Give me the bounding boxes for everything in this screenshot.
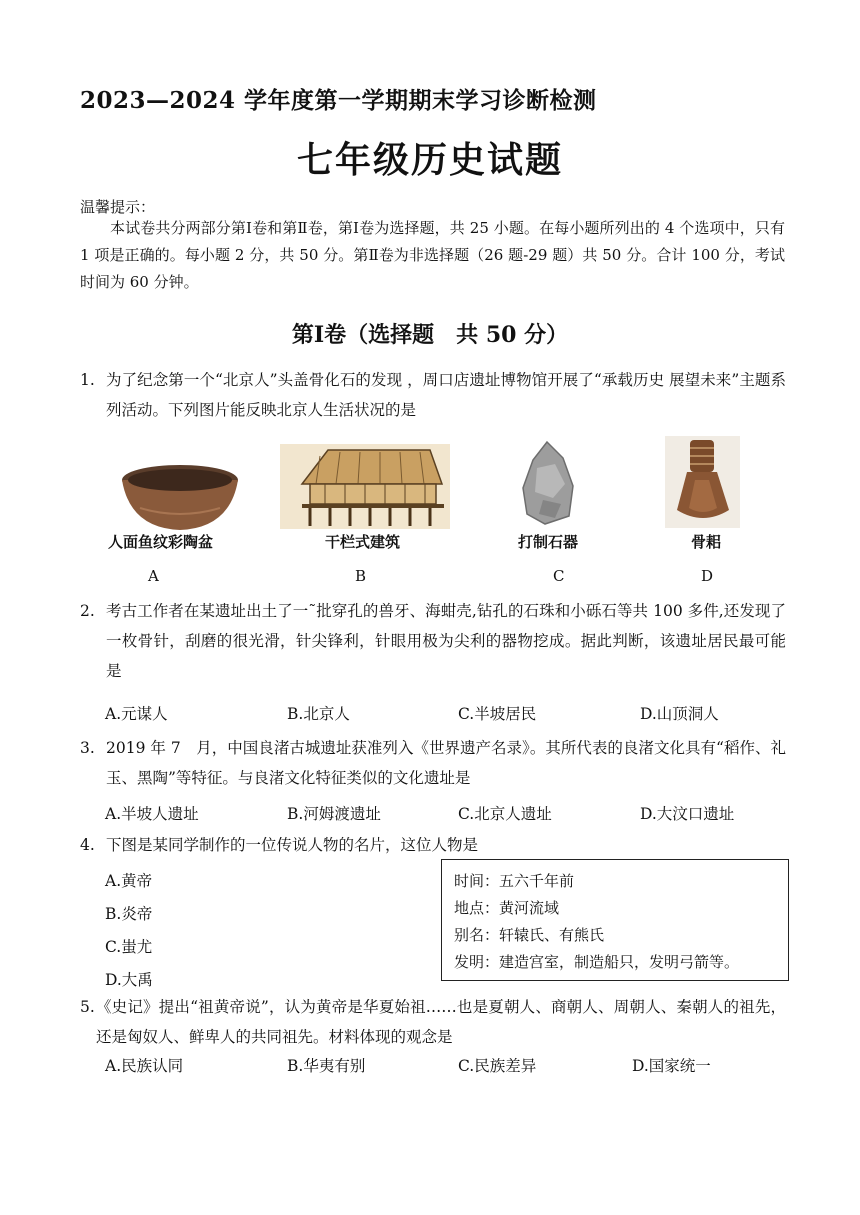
pottery-bowl-image [110,458,250,538]
question-text: 《史记》提出“祖黄帝说”，认为黄帝是华夏始祖……也是夏朝人、商朝人、周朝人、秦朝人的祖先，还是匈奴人、鲜卑人的共同祖先。材料体现的观念是 [96,998,786,1046]
name-card [441,859,789,981]
figure-caption-a: 人面鱼纹彩陶盆 [108,533,214,551]
figure-letter-a: A [148,567,159,585]
q5-option-b[interactable]: B.华夷有别 [287,1057,366,1075]
question-2 [0,596,860,692]
figure-letter-c: C [553,567,565,585]
section-title: 第Ⅰ卷（选择题 共 50 分） [291,322,569,348]
question-3 [0,733,860,797]
stilt-house-image [280,444,450,529]
q4-option-b[interactable]: B.炎帝 [105,905,153,923]
q1-figures [100,436,800,596]
q2-option-b[interactable]: B.北京人 [287,705,350,723]
q3-option-b[interactable]: B.河姆渡遗址 [287,805,381,823]
question-5 [0,992,860,1056]
question-text: 下图是某同学制作的一位传说人物的名片，这位人物是 [106,836,479,854]
card-line-alias: 别名：轩辕氏、有熊氏 [454,926,605,944]
bone-spade-image [665,436,740,528]
figure-caption-b: 干栏式建筑 [325,533,401,551]
card-line-time: 时间：五六千年前 [454,872,575,890]
question-text: 考古工作者在某遗址出土了一˜批穿孔的兽牙、海蚶壳,钻孔的石珠和小砾石等共 100 多件,还发现了一枚骨针，刮磨的很光滑，针尖锋利，针眼用极为尖利的器物挖成。据此判断，该遗址居民最可能是 [106,602,786,680]
figure-caption-c: 打制石器 [518,533,579,551]
tips-text: 本试卷共分两部分第Ⅰ卷和第Ⅱ卷，第Ⅰ卷为选择题，共 25 小题。在每小题所列出的 4 个选项中，只有 1 项是正确的。每小题 2 分，共 50 分。第Ⅱ卷为非选择题（26 题-29 题）共 50 分。合计 100 分，考试时间为 60 分钟。 [80,219,785,291]
page-title: 七年级历史试题 [296,139,563,181]
figure-letter-d: D [701,567,714,585]
q5-option-d[interactable]: D.国家统一 [632,1057,711,1075]
card-line-inventions: 发明：建造宫室，制造船只，发明弓箭等。 [454,953,740,971]
q5-option-a[interactable]: A.民族认同 [105,1057,184,1075]
question-number: 1. [80,371,95,389]
question-4 [0,830,860,860]
question-text: 2019 年 7 月，中国良渚古城遗址获准列入《世界遗产名录》。其所代表的良渚文化具有“稻作、礼玉、黑陶”等特征。与良渚文化特征类似的文化遗址是 [106,739,786,787]
question-number: 5. [80,998,95,1016]
question-1 [0,365,860,429]
exam-header: 2023—2024 学年度第一学期期末学习诊断检测 [80,87,597,114]
q3-option-c[interactable]: C.北京人遗址 [458,805,552,823]
question-number: 4. [80,836,95,854]
q4-option-d[interactable]: D.大禹 [105,971,153,989]
question-number: 2. [80,602,95,620]
q2-option-d[interactable]: D.山顶洞人 [640,705,719,723]
figure-caption-d: 骨耜 [691,533,722,551]
q5-option-c[interactable]: C.民族差异 [458,1057,537,1075]
q4-option-a[interactable]: A.黄帝 [105,872,153,890]
q2-option-c[interactable]: C.半坡居民 [458,705,537,723]
tips-label: 温馨提示： [80,198,156,216]
card-line-place: 地点：黄河流域 [454,899,560,917]
q2-option-a[interactable]: A.元谋人 [105,705,168,723]
stone-tool-image [515,438,585,528]
question-text: 为了纪念第一个“北京人”头盖骨化石的发现 ，周口店遗址博物馆开展了“承载历史 展望未来”主题系列活动。下列图片能反映北京人生活状况的是 [106,371,786,419]
q3-option-a[interactable]: A.半坡人遗址 [105,805,199,823]
figure-letter-b: B [355,567,367,585]
question-number: 3. [80,739,95,757]
q3-option-d[interactable]: D.大汶口遗址 [640,805,735,823]
q4-option-c[interactable]: C.蚩尤 [105,938,153,956]
